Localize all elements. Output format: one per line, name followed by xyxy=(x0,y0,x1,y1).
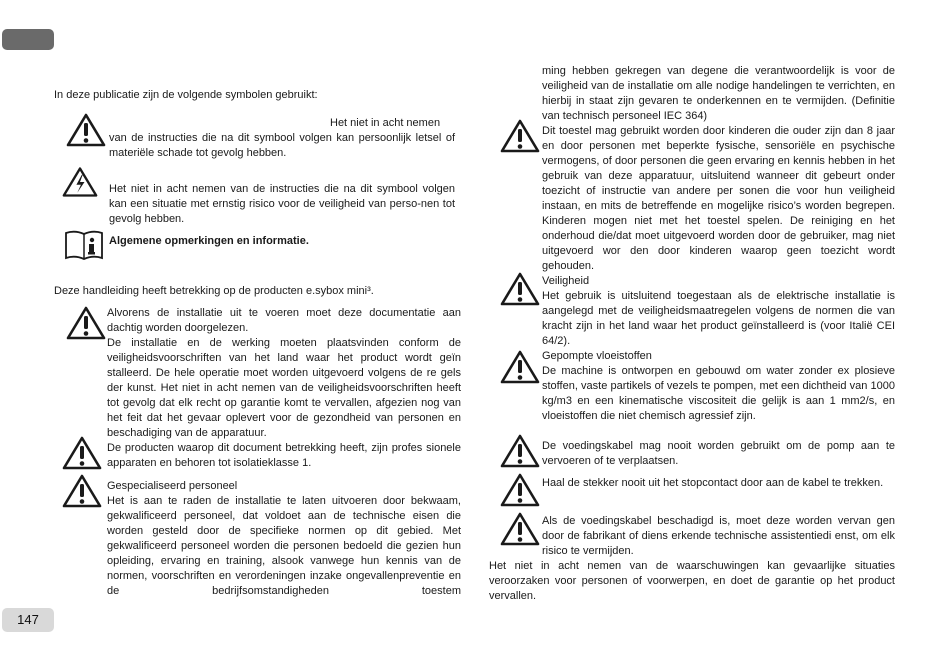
products-text: Deze handleiding heeft betrekking op de producten e.sybox mini³. xyxy=(54,285,374,297)
warning-triangle-icon xyxy=(500,119,540,153)
safety-body: Het gebruik is uitsluitend toegestaan als de elektrische installatie is aangelegd met de veiligheidsmaatregelen volgens de normen die van kracht zijn in het land waar het product geïnstalleerd is (voor Italië CEI 64/2). xyxy=(542,290,895,347)
info-text: Algemene opmerkingen en informatie. xyxy=(109,235,309,247)
chapter-tab xyxy=(2,29,54,50)
warning-triangle-icon xyxy=(500,350,540,384)
class1-text: De producten waarop dit document betrekking heeft, zijn profes sionele apparaten en behoren tot isolatieklasse 1. xyxy=(107,442,461,469)
standards-text: De installatie en de werking moeten plaatsvinden conform de veiligheidsvoorschriften van het land waar het product wordt geïn stalleerd. De hele operatie moet worden uitgevoerd volgens de re gels der kunst. Het niet in acht nemen van de veiligheidsvoorschriften heeft tot gevolg dat elk recht op garantie komt te vervallen, afgezien nog van het feit dat het gevaar oplevert voor de gezondheid van personen en beschadiging van de apparatuur. xyxy=(107,337,461,439)
cable-damaged-text: Als de voedingskabel beschadigd is, moet deze worden vervan gen door de fabrikant of diens erkende technische assistentiedi enst, om elk risico te vermijden. xyxy=(542,515,895,557)
warning-triangle-icon xyxy=(500,434,540,468)
safety-title: Veiligheid xyxy=(542,275,590,287)
danger-lead-text: Het niet in acht nemen xyxy=(330,117,441,129)
qualified-title: Gespecialiseerd personeel xyxy=(107,480,238,492)
page-number: 147 xyxy=(2,608,54,632)
warning-triangle-icon xyxy=(66,306,106,340)
danger-text: van de instructies die na dit symbool volgen kan persoonlijk letsel of materiële schade tot gevolg hebben. xyxy=(109,132,455,159)
warning-triangle-icon xyxy=(62,474,102,508)
closing-text: Het niet in acht nemen van de waarschuwingen kan gevaarlijke situaties veroorzaken voor personen of voorwerpen, en doet de garantie op het product vervallen. xyxy=(489,560,895,602)
read-doc-text: Alvorens de installatie uit te voeren moet deze documentatie aan dachtig worden doorgelezen. xyxy=(107,307,461,334)
qualified-continued: ming hebben gekregen van degene die verantwoordelijk is voor de veiligheid van de installatie om alle nodige handelingen te verrichten, en hierbij in staat zijn gevaren te onderkennen en te vermijden. (Definitie van technisch personeel IEC 364) xyxy=(542,65,895,122)
fluids-title: Gepompte vloeistoffen xyxy=(542,350,652,362)
info-book-icon xyxy=(63,229,105,261)
electric-text: Het niet in acht nemen van de instructies die na dit symbool volgen kan een situatie met ernstig risico voor de veiligheid van perso-nen tot gevolg hebben. xyxy=(109,183,455,225)
warning-triangle-icon xyxy=(66,113,106,147)
warning-triangle-icon xyxy=(62,436,102,470)
symbols-intro: In deze publicatie zijn de volgende symbolen gebruikt: xyxy=(54,89,318,101)
cable-move-text: De voedingskabel mag nooit worden gebruikt om de pomp aan te vervoeren of te verplaatsen. xyxy=(542,440,895,467)
warning-triangle-icon xyxy=(500,512,540,546)
warning-triangle-icon xyxy=(500,272,540,306)
qualified-body: Het is aan te raden de installatie te laten uitvoeren door bekwaam, gekwalificeerd personeel, dat voldoet aan de technische eisen die worden gesteld door de specifieke normen op dit gebied. Met gekwalificeerd personeel worden die personen bedoeld die gezien hun opleiding, ervaring en training, alsook vanwege hun kennis van de normen, voorschriften en verordeningen inzake ongevallenpreventie en de bedrijfsomstandigheden toestem xyxy=(107,495,461,597)
warning-triangle-icon xyxy=(500,473,540,507)
children-text: Dit toestel mag gebruikt worden door kinderen die ouder zijn dan 8 jaar en door personen met beperkte fysische, sensoriële en psychische vermogens, of door personen die geen ervaring en kennis hebben in het gebruik van deze apparatuur, uitsluitend wanneer dit gebeurt onder toezicht of instructie van andere per sonen die voor hun veiligheid instaan, en mits de betreffende en mogelijke risico’s worden begrepen. Kinderen mogen niet met het toestel spelen. De reiniging en het onderhoud die/dat moet uitgevoerd worden door de gebruiker, mag niet uitgevoerd wor den door kinderen waarop geen toezicht wordt gehouden. xyxy=(542,125,895,272)
unplug-text: Haal de stekker nooit uit het stopcontact door aan de kabel te trekken. xyxy=(542,477,884,489)
electric-hazard-icon xyxy=(62,166,98,198)
fluids-body: De machine is ontworpen en gebouwd om water zonder ex plosieve stoffen, vaste partikels of vezels te pompen, met een dichtheid van 1000 kg/m3 en een kinematische viscositeit die gelijk is aan 1 mm2/s, en vloeistoffen die niet chemisch agressief zijn. xyxy=(542,365,895,422)
